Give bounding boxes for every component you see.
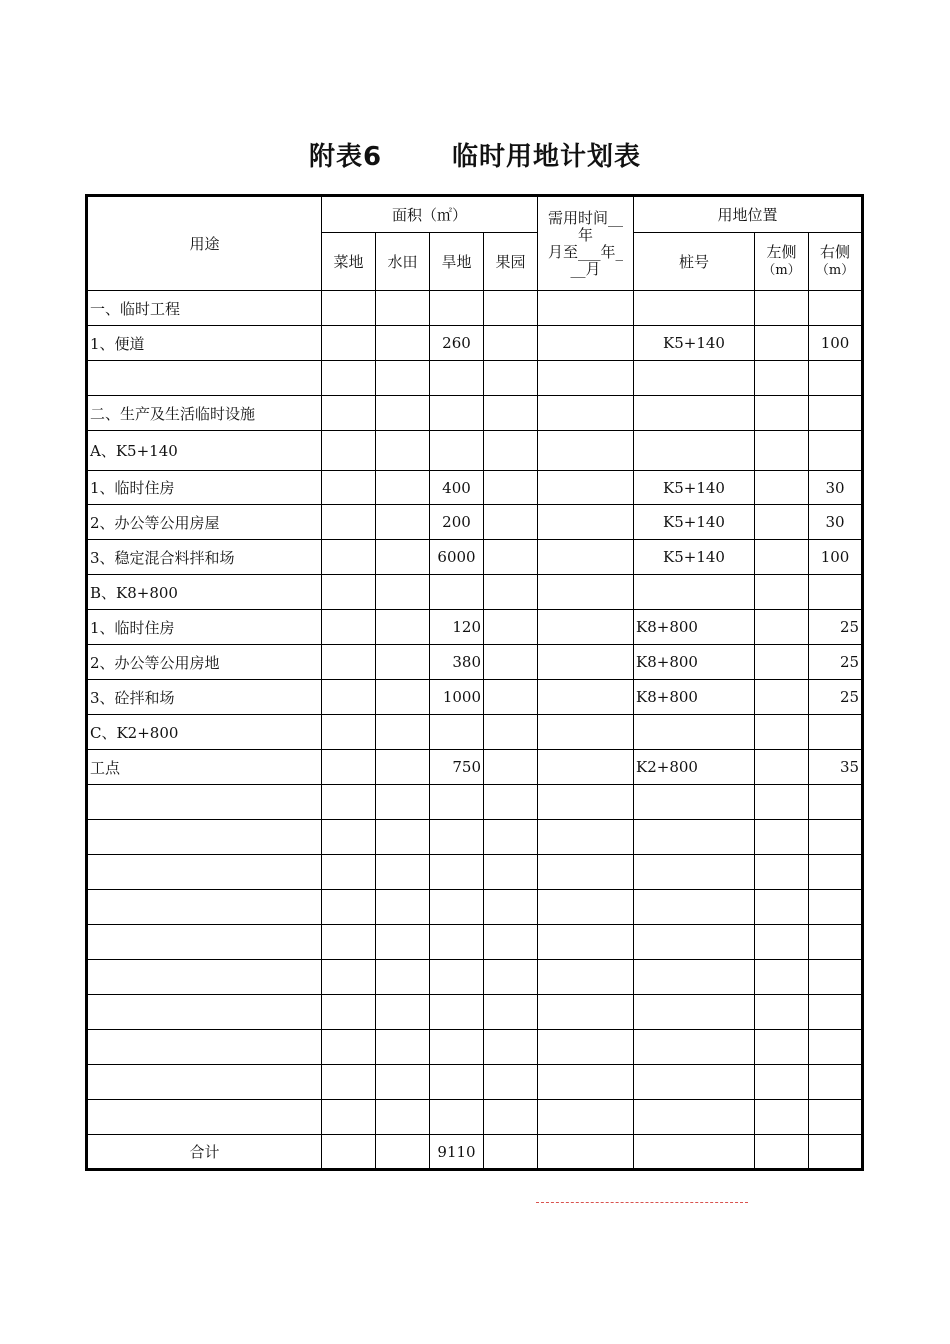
empty-cell: [809, 925, 863, 960]
empty-cell: [484, 960, 538, 995]
row-paddy: [376, 750, 430, 785]
empty-cell: [538, 855, 634, 890]
empty-row: [87, 925, 863, 960]
row-vegetable: [322, 361, 376, 396]
empty-cell: [809, 995, 863, 1030]
row-left: [755, 610, 809, 645]
row-time: [538, 680, 634, 715]
empty-cell: [430, 890, 484, 925]
empty-cell: [322, 925, 376, 960]
empty-cell: [484, 1100, 538, 1135]
empty-cell: [809, 1065, 863, 1100]
row-left: [755, 471, 809, 505]
header-time-line3: 月至___年_: [548, 242, 624, 261]
row-paddy: [376, 291, 430, 326]
empty-cell: [376, 1100, 430, 1135]
empty-cell: [376, 925, 430, 960]
empty-cell: [87, 1065, 322, 1100]
row-vegetable: [322, 505, 376, 540]
row-purpose: 1、临时住房: [87, 471, 322, 505]
row-paddy: [376, 326, 430, 361]
header-time: [538, 196, 634, 291]
empty-cell: [322, 1030, 376, 1065]
row-paddy: [376, 610, 430, 645]
empty-cell: [484, 820, 538, 855]
row-purpose: [87, 361, 322, 396]
row-vegetable: [322, 431, 376, 471]
row-stake: [634, 575, 755, 610]
row-vegetable: [322, 680, 376, 715]
header-purpose: 用途: [87, 196, 322, 291]
row-purpose: 3、稳定混合料拌和场: [87, 540, 322, 575]
empty-cell: [634, 855, 755, 890]
row-left: [755, 540, 809, 575]
row-stake: [634, 291, 755, 326]
header-orchard: 果园: [484, 232, 538, 290]
header-right-unit: （m）: [815, 262, 855, 278]
row-time: [538, 540, 634, 575]
empty-cell: [755, 995, 809, 1030]
row-left: [755, 326, 809, 361]
row-purpose: B、K8+800: [87, 575, 322, 610]
row-vegetable: [322, 750, 376, 785]
empty-cell: [755, 1065, 809, 1100]
row-purpose: 3、砼拌和场: [87, 680, 322, 715]
row-stake: K5+140: [634, 505, 755, 540]
row-purpose: C、K2+800: [87, 715, 322, 750]
row-stake: K8+800: [634, 645, 755, 680]
empty-cell: [376, 890, 430, 925]
empty-cell: [376, 1065, 430, 1100]
row-left: [755, 715, 809, 750]
empty-cell: [538, 1030, 634, 1065]
row-orchard: [484, 471, 538, 505]
empty-cell: [376, 855, 430, 890]
empty-cell: [484, 855, 538, 890]
row-purpose: A、K5+140: [87, 431, 322, 471]
empty-cell: [634, 960, 755, 995]
row-dry: [430, 291, 484, 326]
empty-cell: [634, 890, 755, 925]
empty-cell: [538, 960, 634, 995]
header-dry: 旱地: [430, 232, 484, 290]
empty-row: [87, 855, 863, 890]
table-row: [87, 645, 863, 680]
table-row: [87, 610, 863, 645]
row-orchard: [484, 431, 538, 471]
row-time: [538, 326, 634, 361]
table-row: [87, 505, 863, 540]
row-time: [538, 291, 634, 326]
row-time: [538, 471, 634, 505]
row-right: 35: [809, 750, 863, 785]
empty-cell: [755, 785, 809, 820]
empty-row: [87, 1030, 863, 1065]
empty-cell: [322, 960, 376, 995]
empty-cell: [634, 1030, 755, 1065]
table-row: [87, 326, 863, 361]
row-paddy: [376, 471, 430, 505]
row-dry: [430, 396, 484, 431]
row-dry: [430, 431, 484, 471]
empty-cell: [634, 995, 755, 1030]
row-vegetable: [322, 291, 376, 326]
row-right: 100: [809, 326, 863, 361]
empty-cell: [87, 785, 322, 820]
empty-cell: [430, 925, 484, 960]
row-orchard: [484, 540, 538, 575]
row-orchard: [484, 645, 538, 680]
row-orchard: [484, 610, 538, 645]
row-dry: 120: [430, 610, 484, 645]
title-main: 临时用地计划表: [452, 142, 642, 172]
table-row: [87, 680, 863, 715]
table-row: [87, 431, 863, 471]
row-orchard: [484, 680, 538, 715]
total-paddy: [376, 1135, 430, 1170]
empty-cell: [809, 890, 863, 925]
total-vegetable: [322, 1135, 376, 1170]
total-label: 合计: [87, 1135, 322, 1170]
empty-cell: [484, 1030, 538, 1065]
empty-cell: [755, 925, 809, 960]
empty-cell: [87, 1100, 322, 1135]
empty-row: [87, 960, 863, 995]
row-stake: K8+800: [634, 610, 755, 645]
row-left: [755, 291, 809, 326]
row-left: [755, 396, 809, 431]
row-purpose: 1、临时住房: [87, 610, 322, 645]
empty-cell: [634, 820, 755, 855]
row-time: [538, 505, 634, 540]
empty-cell: [634, 785, 755, 820]
row-dry: 380: [430, 645, 484, 680]
empty-cell: [430, 855, 484, 890]
row-orchard: [484, 396, 538, 431]
row-vegetable: [322, 540, 376, 575]
table-row: [87, 750, 863, 785]
row-vegetable: [322, 396, 376, 431]
row-right: 25: [809, 610, 863, 645]
empty-cell: [484, 890, 538, 925]
row-right: 30: [809, 471, 863, 505]
row-paddy: [376, 645, 430, 680]
table-row: [87, 715, 863, 750]
empty-cell: [87, 995, 322, 1030]
empty-cell: [322, 995, 376, 1030]
empty-cell: [538, 820, 634, 855]
empty-cell: [376, 960, 430, 995]
row-dry: 1000: [430, 680, 484, 715]
header-left-label: 左侧: [766, 242, 797, 261]
empty-cell: [430, 820, 484, 855]
row-dry: 200: [430, 505, 484, 540]
header-location: 用地位置: [634, 196, 863, 233]
row-vegetable: [322, 715, 376, 750]
row-vegetable: [322, 575, 376, 610]
row-right: [809, 431, 863, 471]
empty-cell: [755, 960, 809, 995]
row-stake: [634, 431, 755, 471]
page-title: [0, 136, 950, 173]
table-body: [87, 291, 863, 1135]
row-left: [755, 361, 809, 396]
row-dry: [430, 715, 484, 750]
row-orchard: [484, 361, 538, 396]
empty-cell: [538, 785, 634, 820]
empty-cell: [634, 925, 755, 960]
row-time: [538, 361, 634, 396]
empty-cell: [430, 1100, 484, 1135]
empty-cell: [809, 855, 863, 890]
empty-cell: [809, 1100, 863, 1135]
row-left: [755, 750, 809, 785]
header-area: 面积（㎡）: [322, 196, 538, 233]
row-stake: K5+140: [634, 540, 755, 575]
empty-cell: [430, 1065, 484, 1100]
row-right: 30: [809, 505, 863, 540]
empty-cell: [538, 890, 634, 925]
empty-cell: [376, 995, 430, 1030]
row-right: 25: [809, 680, 863, 715]
empty-cell: [430, 995, 484, 1030]
empty-cell: [322, 820, 376, 855]
row-paddy: [376, 396, 430, 431]
row-left: [755, 431, 809, 471]
empty-cell: [322, 785, 376, 820]
empty-cell: [809, 960, 863, 995]
row-right: 100: [809, 540, 863, 575]
row-dry: 400: [430, 471, 484, 505]
row-right: [809, 361, 863, 396]
row-dry: 750: [430, 750, 484, 785]
row-time: [538, 750, 634, 785]
empty-cell: [755, 890, 809, 925]
empty-cell: [484, 925, 538, 960]
row-paddy: [376, 680, 430, 715]
row-vegetable: [322, 610, 376, 645]
empty-row: [87, 995, 863, 1030]
land-plan-table: [85, 194, 864, 1171]
row-paddy: [376, 575, 430, 610]
row-stake: [634, 715, 755, 750]
empty-cell: [809, 1030, 863, 1065]
header-time-line2: 年: [578, 225, 594, 244]
empty-row: [87, 1065, 863, 1100]
row-paddy: [376, 715, 430, 750]
row-left: [755, 645, 809, 680]
empty-cell: [87, 820, 322, 855]
row-time: [538, 575, 634, 610]
row-paddy: [376, 431, 430, 471]
empty-cell: [430, 1030, 484, 1065]
header-right: [809, 232, 863, 290]
empty-cell: [634, 1065, 755, 1100]
empty-cell: [755, 1100, 809, 1135]
header-vegetable: 菜地: [322, 232, 376, 290]
row-stake: [634, 396, 755, 431]
header-left: [755, 232, 809, 290]
row-orchard: [484, 750, 538, 785]
row-left: [755, 505, 809, 540]
header-right-label: 右侧: [820, 242, 851, 261]
empty-cell: [809, 785, 863, 820]
row-purpose: 二、生产及生活临时设施: [87, 396, 322, 431]
empty-cell: [322, 855, 376, 890]
row-right: [809, 715, 863, 750]
row-stake: K8+800: [634, 680, 755, 715]
empty-cell: [809, 820, 863, 855]
row-dry: [430, 361, 484, 396]
header-time-line4: __月: [570, 259, 601, 278]
row-stake: K5+140: [634, 471, 755, 505]
header-stake: 桩号: [634, 232, 755, 290]
empty-row: [87, 785, 863, 820]
table-row: [87, 471, 863, 505]
row-stake: [634, 361, 755, 396]
empty-cell: [87, 1030, 322, 1065]
empty-cell: [87, 925, 322, 960]
row-dry: 6000: [430, 540, 484, 575]
row-purpose: 一、临时工程: [87, 291, 322, 326]
total-time: [538, 1135, 634, 1170]
row-time: [538, 645, 634, 680]
table-row: [87, 540, 863, 575]
row-left: [755, 575, 809, 610]
row-right: [809, 291, 863, 326]
empty-cell: [484, 785, 538, 820]
total-orchard: [484, 1135, 538, 1170]
row-paddy: [376, 361, 430, 396]
red-underline-mark: [536, 1202, 748, 1203]
table-row: [87, 575, 863, 610]
total-right: [809, 1135, 863, 1170]
row-dry: 260: [430, 326, 484, 361]
row-paddy: [376, 505, 430, 540]
table-row: [87, 361, 863, 396]
row-vegetable: [322, 645, 376, 680]
header-paddy: 水田: [376, 232, 430, 290]
empty-cell: [538, 925, 634, 960]
row-purpose: 工点: [87, 750, 322, 785]
row-paddy: [376, 540, 430, 575]
empty-cell: [430, 960, 484, 995]
row-stake: K2+800: [634, 750, 755, 785]
row-orchard: [484, 505, 538, 540]
empty-cell: [484, 995, 538, 1030]
row-time: [538, 610, 634, 645]
total-dry: 9110: [430, 1135, 484, 1170]
row-vegetable: [322, 326, 376, 361]
row-orchard: [484, 326, 538, 361]
empty-row: [87, 820, 863, 855]
empty-cell: [87, 960, 322, 995]
empty-cell: [484, 1065, 538, 1100]
empty-cell: [376, 785, 430, 820]
total-stake: [634, 1135, 755, 1170]
empty-cell: [538, 1100, 634, 1135]
empty-cell: [538, 1065, 634, 1100]
empty-cell: [87, 890, 322, 925]
row-time: [538, 396, 634, 431]
total-left: [755, 1135, 809, 1170]
row-right: 25: [809, 645, 863, 680]
row-right: [809, 575, 863, 610]
row-vegetable: [322, 471, 376, 505]
table-row: [87, 291, 863, 326]
empty-cell: [376, 820, 430, 855]
empty-cell: [755, 820, 809, 855]
row-orchard: [484, 575, 538, 610]
empty-cell: [755, 855, 809, 890]
row-purpose: 2、办公等公用房屋: [87, 505, 322, 540]
empty-cell: [634, 1100, 755, 1135]
title-prefix: 附表6: [308, 142, 383, 172]
empty-cell: [322, 1100, 376, 1135]
empty-cell: [538, 995, 634, 1030]
row-right: [809, 396, 863, 431]
row-purpose: 2、办公等公用房地: [87, 645, 322, 680]
empty-cell: [87, 855, 322, 890]
empty-row: [87, 890, 863, 925]
empty-cell: [430, 785, 484, 820]
empty-cell: [322, 1065, 376, 1100]
row-orchard: [484, 291, 538, 326]
row-purpose: 1、便道: [87, 326, 322, 361]
header-time-line1: 需用时间__: [548, 208, 624, 227]
row-time: [538, 431, 634, 471]
row-time: [538, 715, 634, 750]
table-row: [87, 396, 863, 431]
row-left: [755, 680, 809, 715]
row-orchard: [484, 715, 538, 750]
row-dry: [430, 575, 484, 610]
empty-cell: [376, 1030, 430, 1065]
empty-cell: [755, 1030, 809, 1065]
row-stake: K5+140: [634, 326, 755, 361]
empty-cell: [322, 890, 376, 925]
header-left-unit: （m）: [762, 262, 801, 278]
empty-row: [87, 1100, 863, 1135]
